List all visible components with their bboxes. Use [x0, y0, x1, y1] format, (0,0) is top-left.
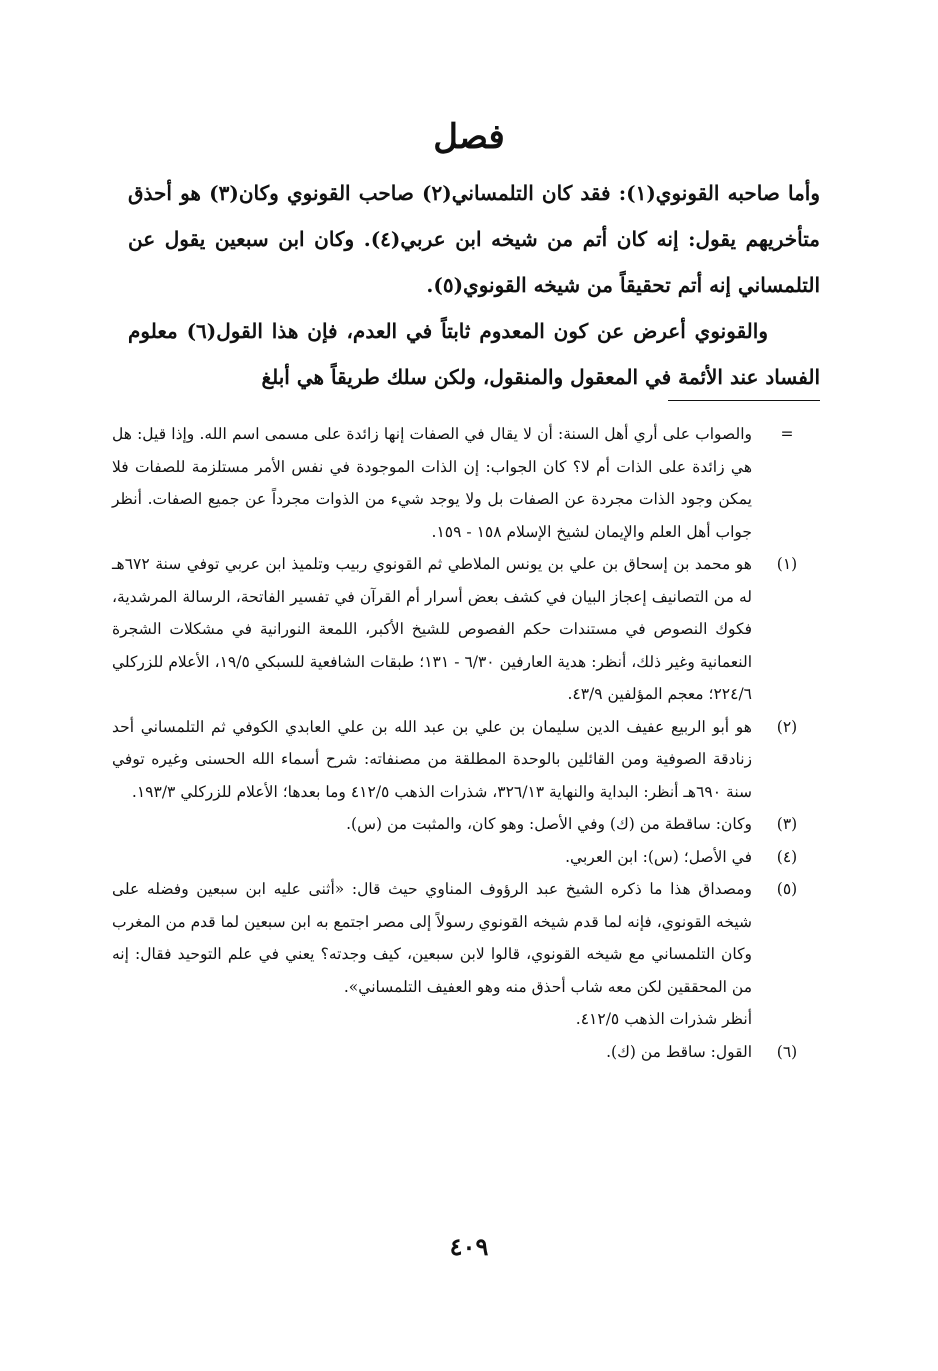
- footnote-number: (٤): [776, 847, 798, 866]
- footnote-number: (٢): [776, 717, 798, 736]
- footnote-number: (٦): [776, 1042, 798, 1061]
- footnotes: [112, 418, 822, 1068]
- footnote-2: [112, 711, 822, 809]
- footnote-text: والصواب على أري أهل السنة: أن لا يقال في الصفات إنها زائدة على مسمى اسم الله. وإذا قيل: هل هي زائدة على الذات أم لا؟ كان الجواب: إن الذات الموجودة في نفس الأمر مستلزمة للصفات فلا يمكن وجود الذات مجردة عن الصفات بل ولا يوجد شيء من الذوات مجرداً عن جميع الصفات. أنظر جواب أهل العلم والإيمان لشيخ الإسلام ١٥٨ - ١٥٩.: [112, 425, 752, 541]
- footnote-1: [112, 548, 822, 711]
- footnote-3: [112, 808, 822, 841]
- footnote-text: ومصداق هذا ما ذكره الشيخ عبد الرؤوف المناوي حيث قال: «أثنى عليه ابن سبعين وفضله على شيخه القونوي، فإنه لما قدم شيخه القونوي رسولاً إلى مصر اجتمع به ابن سبعين لما قدم من المغرب وكان التلمساني مع شيخه القونوي، قالوا لابن سبعين، كيف وجدته؟ يعني في علم التوحيد فقال: إنه من المحققين لكن معه شاب أحذق منه وهو العفيف التلمساني».: [112, 880, 752, 996]
- footnote-text: أنظر شذرات الذهب ٤١٢/٥.: [575, 1010, 752, 1028]
- footnote-separator: [668, 400, 820, 401]
- page-number: ٤٠٩: [449, 1232, 489, 1261]
- main-paragraph-1: وأما صاحبه القونوي(١): فقد كان التلمساني(٢) صاحب القونوي وكان(٣) هو أحذق متأخريهم يقول: إنه كان أتم من شيخه ابن عربي(٤). وكان ابن سبعين يقول عن التلمساني إنه أتم تحقيقاً من شيخه القونوي(٥).: [128, 181, 821, 297]
- footnote-text: هو أبو الربيع عفيف الدين سليمان بن علي بن عبد الله بن علي العابدي الكوفي ثم التلمساني أحد زنادقة الصوفية ومن القائلين بالوحدة المطلقة من مصنفاته: شرح أسماء الله الحسنى وغيره توفي سنة ٦٩٠هـ أنظر: البداية والنهاية ٣٢٦/١٣، شذرات الذهب ٤١٢/٥ وما بعدها؛ الأعلام للزركلي ١٩٣/٣.: [112, 717, 752, 801]
- footnote-4: [112, 841, 822, 874]
- footnote-number: (٥): [776, 880, 798, 898]
- section-heading: فصل: [433, 117, 505, 157]
- main-paragraph-2: والقونوي أعرض عن كون المعدوم ثابتاً في العدم، فإن هذا القول(٦) معلوم الفساد عند الأئمة في المعقول والمنقول، ولكن سلك طريقاً هي أبلغ: [128, 319, 820, 389]
- footnote-number: (٣): [776, 815, 798, 833]
- footnote-text: وكان: ساقطة من (ك) وفي الأصل: وهو كان، والمثبت من (س).: [346, 815, 752, 833]
- footnote-text: هو محمد بن إسحاق بن علي بن يونس الملاطي ثم القونوي ربيب وتلميذ ابن عربي توفي سنة ٦٧٢هـ له من التصانيف إعجاز البيان في كشف بعض أسرار أم القرآن في تفسير الفاتحة، الرسالة المرشدية، فكوك النصوص في مستندات حكم الفصوص للشيخ الأكبر، اللمعة النورانية في مشكلات الشجرة النعمانية وغير ذلك، أنظر: هدية العارفين ٦/٣٠ - ١٣١؛ طبقات الشافعية للسبكي ١٩/٥، الأعلام للزركلي ٢٢٤/٦؛ معجم المؤلفين ٤٣/٩.: [112, 555, 752, 703]
- footnote-number: [752, 1003, 822, 1036]
- footnote-text: القول: ساقط من (ك).: [606, 1042, 752, 1061]
- footnote-text: في الأصل؛ (س): ابن العربي.: [565, 847, 752, 866]
- footnote-number: =: [780, 425, 794, 443]
- footnote-5-reference: [112, 1003, 822, 1036]
- footnote-6: [112, 1036, 822, 1069]
- footnote-continuation: [112, 418, 822, 548]
- main-text: [128, 170, 820, 400]
- footnote-number: (١): [776, 555, 798, 573]
- footnote-5: [112, 873, 822, 1003]
